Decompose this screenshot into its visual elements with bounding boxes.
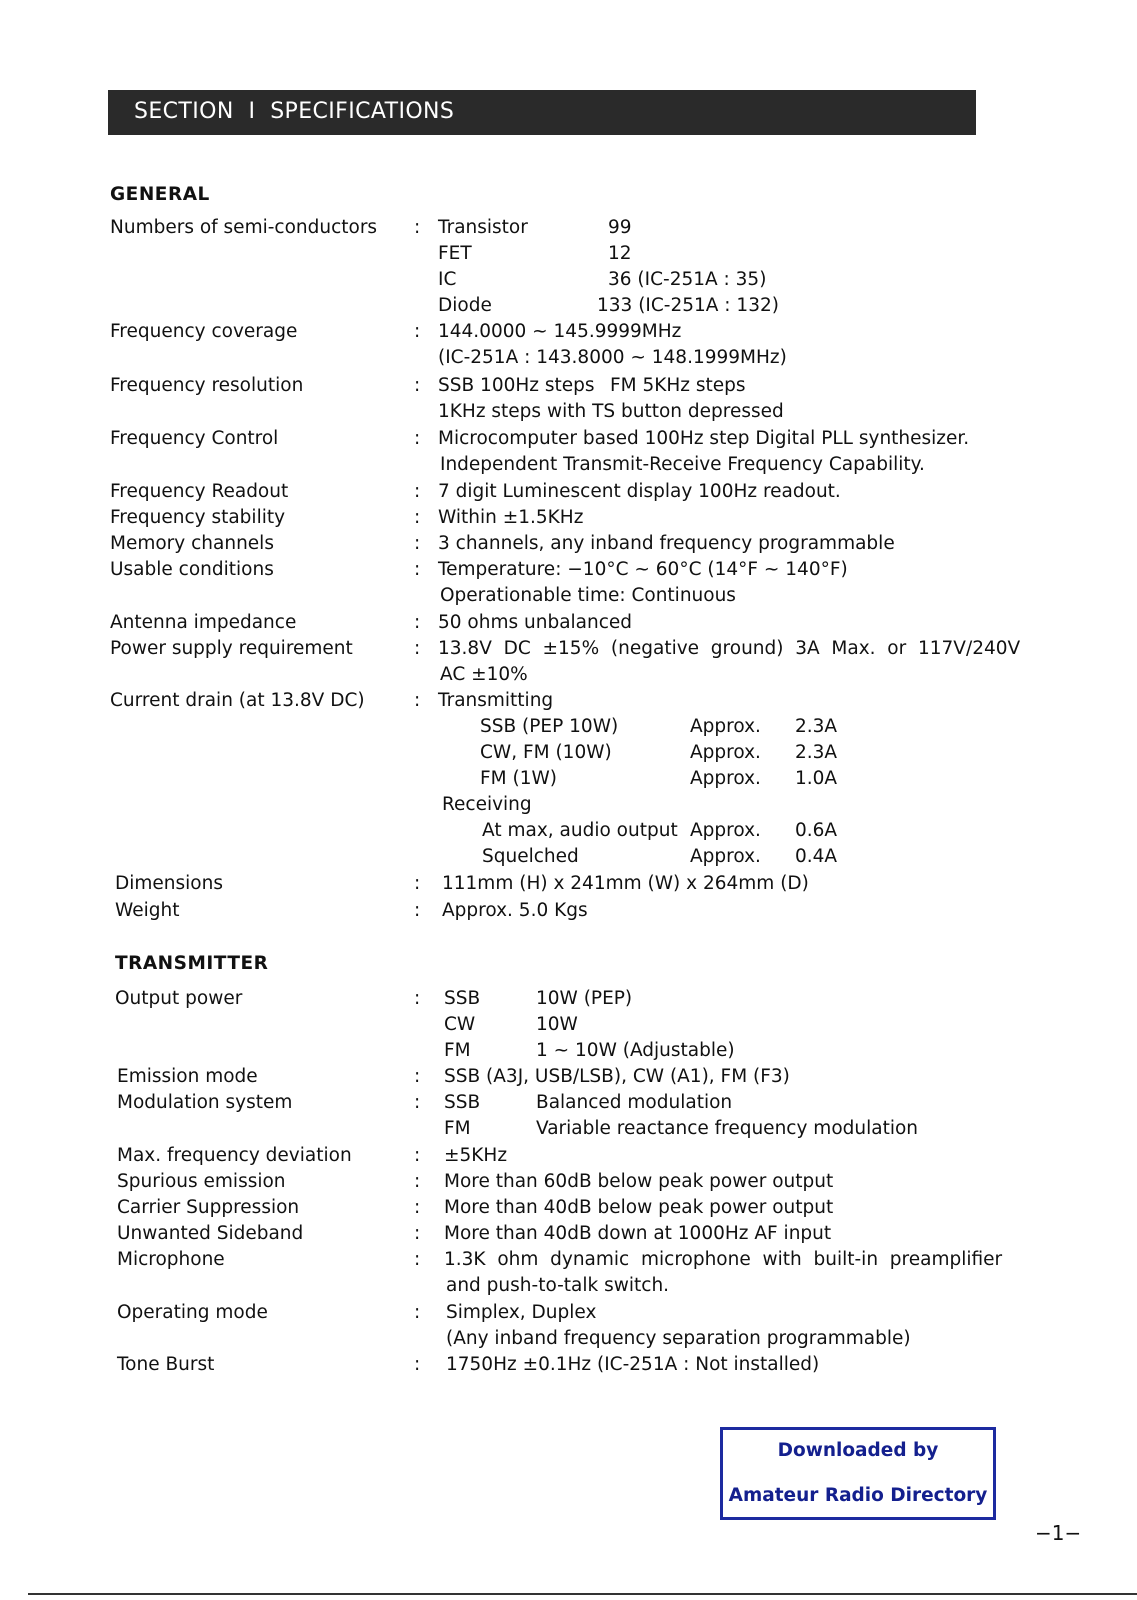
- current-amps: 0.6A: [795, 820, 838, 841]
- spec-carrier-suppression: [0, 1197, 1137, 1223]
- spec-value-cont: (Any inband frequency separation programmable): [446, 1328, 911, 1349]
- colon: :: [414, 1249, 421, 1270]
- colon: :: [414, 612, 421, 633]
- colon: :: [414, 1354, 421, 1375]
- colon: :: [414, 690, 421, 711]
- output-value: 10W (PEP): [536, 988, 633, 1009]
- spec-usable-conditions: [0, 559, 1137, 585]
- spec-microphone: [0, 1249, 1137, 1275]
- spec-current-drain: [0, 690, 1137, 716]
- output-mode: CW: [444, 1014, 476, 1035]
- current-amps: 1.0A: [795, 768, 838, 789]
- spec-value: 3 channels, any inband frequency programmable: [438, 533, 895, 554]
- spec-frequency-resolution: [0, 375, 1137, 401]
- spec-label: Power supply requirement: [110, 638, 353, 659]
- spec-value: 1.3K ohm dynamic microphone with built-in preamplifier: [444, 1249, 1003, 1270]
- spec-frequency-readout: [0, 481, 1137, 507]
- colon: :: [414, 1197, 421, 1218]
- colon: :: [414, 1302, 421, 1323]
- current-mode: CW, FM (10W): [480, 742, 612, 763]
- transmitter-heading: TRANSMITTER: [115, 953, 269, 974]
- spec-label: Operating mode: [117, 1302, 268, 1323]
- semi-name: FET: [438, 243, 472, 264]
- spec-value: Temperature: −10°C ~ 60°C (14°F ~ 140°F): [438, 559, 848, 580]
- spec-value-cont: AC ±10%: [440, 664, 528, 685]
- colon: :: [414, 321, 421, 342]
- spec-label: Frequency stability: [110, 507, 286, 528]
- spec-label: Frequency resolution: [110, 375, 304, 396]
- badge-line-2: Amateur Radio Directory: [728, 1485, 988, 1506]
- output-value: 10W: [536, 1014, 578, 1035]
- spec-antenna-impedance: [0, 612, 1137, 638]
- spec-label: Frequency Readout: [110, 481, 289, 502]
- colon: :: [414, 1066, 421, 1087]
- modulation-mode: FM: [444, 1118, 471, 1139]
- download-badge: [720, 1427, 996, 1520]
- spec-label: Frequency coverage: [110, 321, 298, 342]
- spec-label: Microphone: [117, 1249, 225, 1270]
- spec-value: SSB (A3J, USB/LSB), CW (A1), FM (F3): [444, 1066, 790, 1087]
- current-approx: Approx.: [690, 716, 761, 737]
- spec-unwanted-sideband: [0, 1223, 1137, 1249]
- colon: :: [414, 533, 421, 554]
- spec-value: Approx. 5.0 Kgs: [442, 900, 588, 921]
- colon: :: [414, 900, 421, 921]
- current-approx: Approx.: [690, 742, 761, 763]
- badge-line-1: Downloaded by: [777, 1440, 939, 1461]
- spec-label: Spurious emission: [117, 1171, 286, 1192]
- spec-value: 7 digit Luminescent display 100Hz readout.: [438, 481, 841, 502]
- current-approx: Approx.: [690, 846, 761, 867]
- spec-operating-mode: [0, 1302, 1137, 1328]
- semi-name: Diode: [438, 295, 492, 316]
- spec-value: Within ±1.5KHz: [438, 507, 584, 528]
- spec-value: 50 ohms unbalanced: [438, 612, 633, 633]
- spec-frequency-control: [0, 428, 1137, 454]
- current-amps: 0.4A: [795, 846, 838, 867]
- spec-frequency-coverage: [0, 321, 1137, 347]
- colon: :: [414, 559, 421, 580]
- spec-frequency-stability: [0, 507, 1137, 533]
- spec-tone-burst: [0, 1354, 1137, 1380]
- spec-value: 1750Hz ±0.1Hz (IC-251A : Not installed): [446, 1354, 820, 1375]
- semi-name: Transistor: [438, 217, 528, 238]
- spec-label: Weight: [115, 900, 180, 921]
- spec-value: ±5KHz: [444, 1145, 508, 1166]
- current-amps: 2.3A: [795, 742, 838, 763]
- current-mode: At max, audio output: [482, 820, 678, 841]
- colon: :: [414, 481, 421, 502]
- spec-value: 111mm (H) x 241mm (W) x 264mm (D): [442, 873, 809, 894]
- bottom-rule: [28, 1593, 1137, 1595]
- colon: :: [414, 1145, 421, 1166]
- spec-max-deviation: [0, 1145, 1137, 1171]
- current-approx: Approx.: [690, 820, 761, 841]
- spec-label: Current drain (at 13.8V DC): [110, 690, 365, 711]
- colon: :: [414, 638, 421, 659]
- output-mode: FM: [444, 1040, 471, 1061]
- spec-value: SSB 100Hz steps: [438, 375, 595, 396]
- spec-value: 144.0000 ~ 145.9999MHz: [438, 321, 682, 342]
- modulation-mode: SSB: [444, 1092, 481, 1113]
- page-number: −1−: [1035, 1521, 1082, 1545]
- output-value: 1 ~ 10W (Adjustable): [536, 1040, 735, 1061]
- current-amps: 2.3A: [795, 716, 838, 737]
- spec-label: Usable conditions: [110, 559, 274, 580]
- colon: :: [414, 1092, 421, 1113]
- spec-label: Carrier Suppression: [117, 1197, 300, 1218]
- spec-label: Unwanted Sideband: [117, 1223, 304, 1244]
- spec-value-cont: (IC-251A : 143.8000 ~ 148.1999MHz): [438, 347, 787, 368]
- general-heading: GENERAL: [110, 184, 210, 205]
- output-mode: SSB: [444, 988, 481, 1009]
- modulation-value: Variable reactance frequency modulation: [536, 1118, 919, 1139]
- spec-value: More than 40dB below peak power output: [444, 1197, 834, 1218]
- spec-value: 13.8V DC ±15% (negative ground) 3A Max. or 117V/240V: [438, 638, 1021, 659]
- section-title: SECTION I SPECIFICATIONS: [134, 99, 455, 124]
- current-mode: FM (1W): [480, 768, 557, 789]
- spec-semiconductors: [0, 217, 1137, 243]
- spec-label: Modulation system: [117, 1092, 293, 1113]
- spec-label: Numbers of semi-conductors: [110, 217, 378, 238]
- semi-value: 12: [608, 243, 632, 264]
- spec-value-cont: Independent Transmit-Receive Frequency Capability.: [440, 454, 925, 475]
- spec-label: Antenna impedance: [110, 612, 297, 633]
- spec-value: Transmitting: [438, 690, 554, 711]
- spec-weight: [0, 900, 1137, 926]
- spec-value: Simplex, Duplex: [446, 1302, 597, 1323]
- spec-label: Max. frequency deviation: [117, 1145, 352, 1166]
- colon: :: [414, 1223, 421, 1244]
- spec-label: Output power: [115, 988, 243, 1009]
- spec-spurious-emission: [0, 1171, 1137, 1197]
- spec-label: Frequency Control: [110, 428, 279, 449]
- spec-label: Emission mode: [117, 1066, 258, 1087]
- colon: :: [414, 428, 421, 449]
- spec-emission-mode: [0, 1066, 1137, 1092]
- current-rx-heading: Receiving: [442, 794, 532, 815]
- colon: :: [414, 988, 421, 1009]
- spec-label: Memory channels: [110, 533, 274, 554]
- spec-value: Microcomputer based 100Hz step Digital PLL synthesizer.: [438, 428, 970, 449]
- modulation-value: Balanced modulation: [536, 1092, 733, 1113]
- semi-value: 99: [608, 217, 632, 238]
- colon: :: [414, 873, 421, 894]
- spec-value: FM 5KHz steps: [610, 375, 746, 396]
- current-mode: SSB (PEP 10W): [480, 716, 619, 737]
- spec-dimensions: [0, 873, 1137, 899]
- colon: :: [414, 507, 421, 528]
- current-mode: Squelched: [482, 846, 579, 867]
- spec-value: More than 40dB down at 1000Hz AF input: [444, 1223, 832, 1244]
- semi-name: IC: [438, 269, 457, 290]
- colon: :: [414, 375, 421, 396]
- spec-label: Tone Burst: [117, 1354, 215, 1375]
- colon: :: [414, 217, 421, 238]
- semi-value: 133 (IC-251A : 132): [597, 295, 779, 316]
- spec-value-cont: 1KHz steps with TS button depressed: [438, 401, 784, 422]
- spec-power-supply: [0, 638, 1137, 664]
- spec-value-cont: and push-to-talk switch.: [446, 1275, 670, 1296]
- section-header-bar: [108, 90, 976, 135]
- spec-value: More than 60dB below peak power output: [444, 1171, 834, 1192]
- semi-value: 36 (IC-251A : 35): [608, 269, 767, 290]
- spec-label: Dimensions: [115, 873, 223, 894]
- colon: :: [414, 1171, 421, 1192]
- current-approx: Approx.: [690, 768, 761, 789]
- spec-value-cont: Operationable time: Continuous: [440, 585, 736, 606]
- spec-memory-channels: [0, 533, 1137, 559]
